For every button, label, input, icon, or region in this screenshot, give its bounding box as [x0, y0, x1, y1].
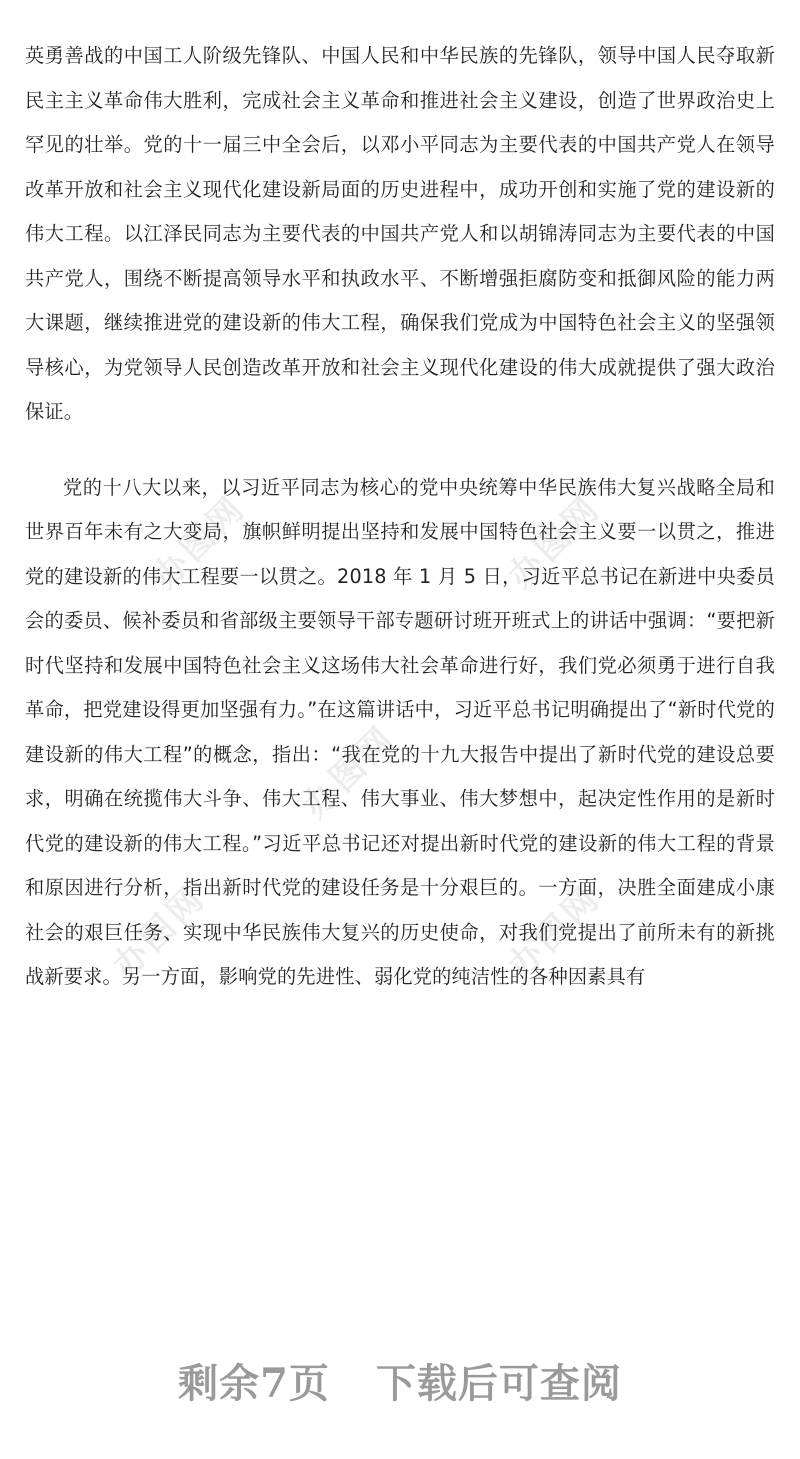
watermark-text: 办图网	[105, 877, 214, 987]
download-hint-label: 下载后可查阅	[375, 1360, 622, 1407]
watermark-text: 办图网	[295, 717, 404, 827]
paragraph-2: 党的十八大以来，以习近平同志为核心的党中央统筹中华民族伟大复兴战略全局和世界百年未有之大变局，旗帜鲜明提出坚持和发展中国特色社会主义要一以贯之，推进党的建设新的伟大工程要一以贯之。2018 年 1 月 5 日，习近平总书记在新进中央委员会的委员、候补委员和省部级主要领导干部专题研讨班开班式上的讲话中强调：“要把新时代坚持和发展中国特色社会主义这场伟大社会革命进行好，我们党必须勇于进行自我革命，把党建设得更加坚强有力。”在这篇讲话中，习近平总书记明确提出了“新时代党的建设新的伟大工程”的概念，指出：“我在党的十九大报告中提出了新时代党的建设总要求，明确在统揽伟大斗争、伟大工程、伟大事业、伟大梦想中，起决定性作用的是新时代党的建设新的伟大工程。”习近平总书记还对提出新时代党的建设新的伟大工程的背景和原因进行分析，指出新时代党的建设任务是十分艰巨的。一方面，决胜全面建成小康社会的艰巨任务、实现中华民族伟大复兴的历史使命，对我们党提出了前所未有的新挑战新要求。另一方面，影响党的先进性、弱化党的纯洁性的各种因素具有	[25, 475, 775, 988]
remaining-pages-label: 剩余7页	[178, 1360, 330, 1407]
watermark-text: 办图网	[500, 877, 609, 987]
watermark-text: 办图网	[500, 487, 609, 597]
watermark-text: 办图网	[145, 487, 254, 597]
document-body	[25, 34, 775, 1000]
download-prompt[interactable]	[0, 1352, 800, 1409]
paragraph-1: 英勇善战的中国工人阶级先锋队、中国人民和中华民族的先锋队，领导中国人民夺取新民主主义革命伟大胜利，完成社会主义革命和推进社会主义建设，创造了世界政治史上罕见的壮举。党的十一届三中全会后，以邓小平同志为主要代表的中国共产党人在领导改革开放和社会主义现代化建设新局面的历史进程中，成功开创和实施了党的建设新的伟大工程。以江泽民同志为主要代表的中国共产党人和以胡锦涛同志为主要代表的中国共产党人，围绕不断提高领导水平和执政水平、不断增强拒腐防变和抵御风险的能力两大课题，继续推进党的建设新的伟大工程，确保我们党成为中国特色社会主义的坚强领导核心，为党领导人民创造改革开放和社会主义现代化建设的伟大成就提供了强大政治保证。	[25, 44, 775, 423]
